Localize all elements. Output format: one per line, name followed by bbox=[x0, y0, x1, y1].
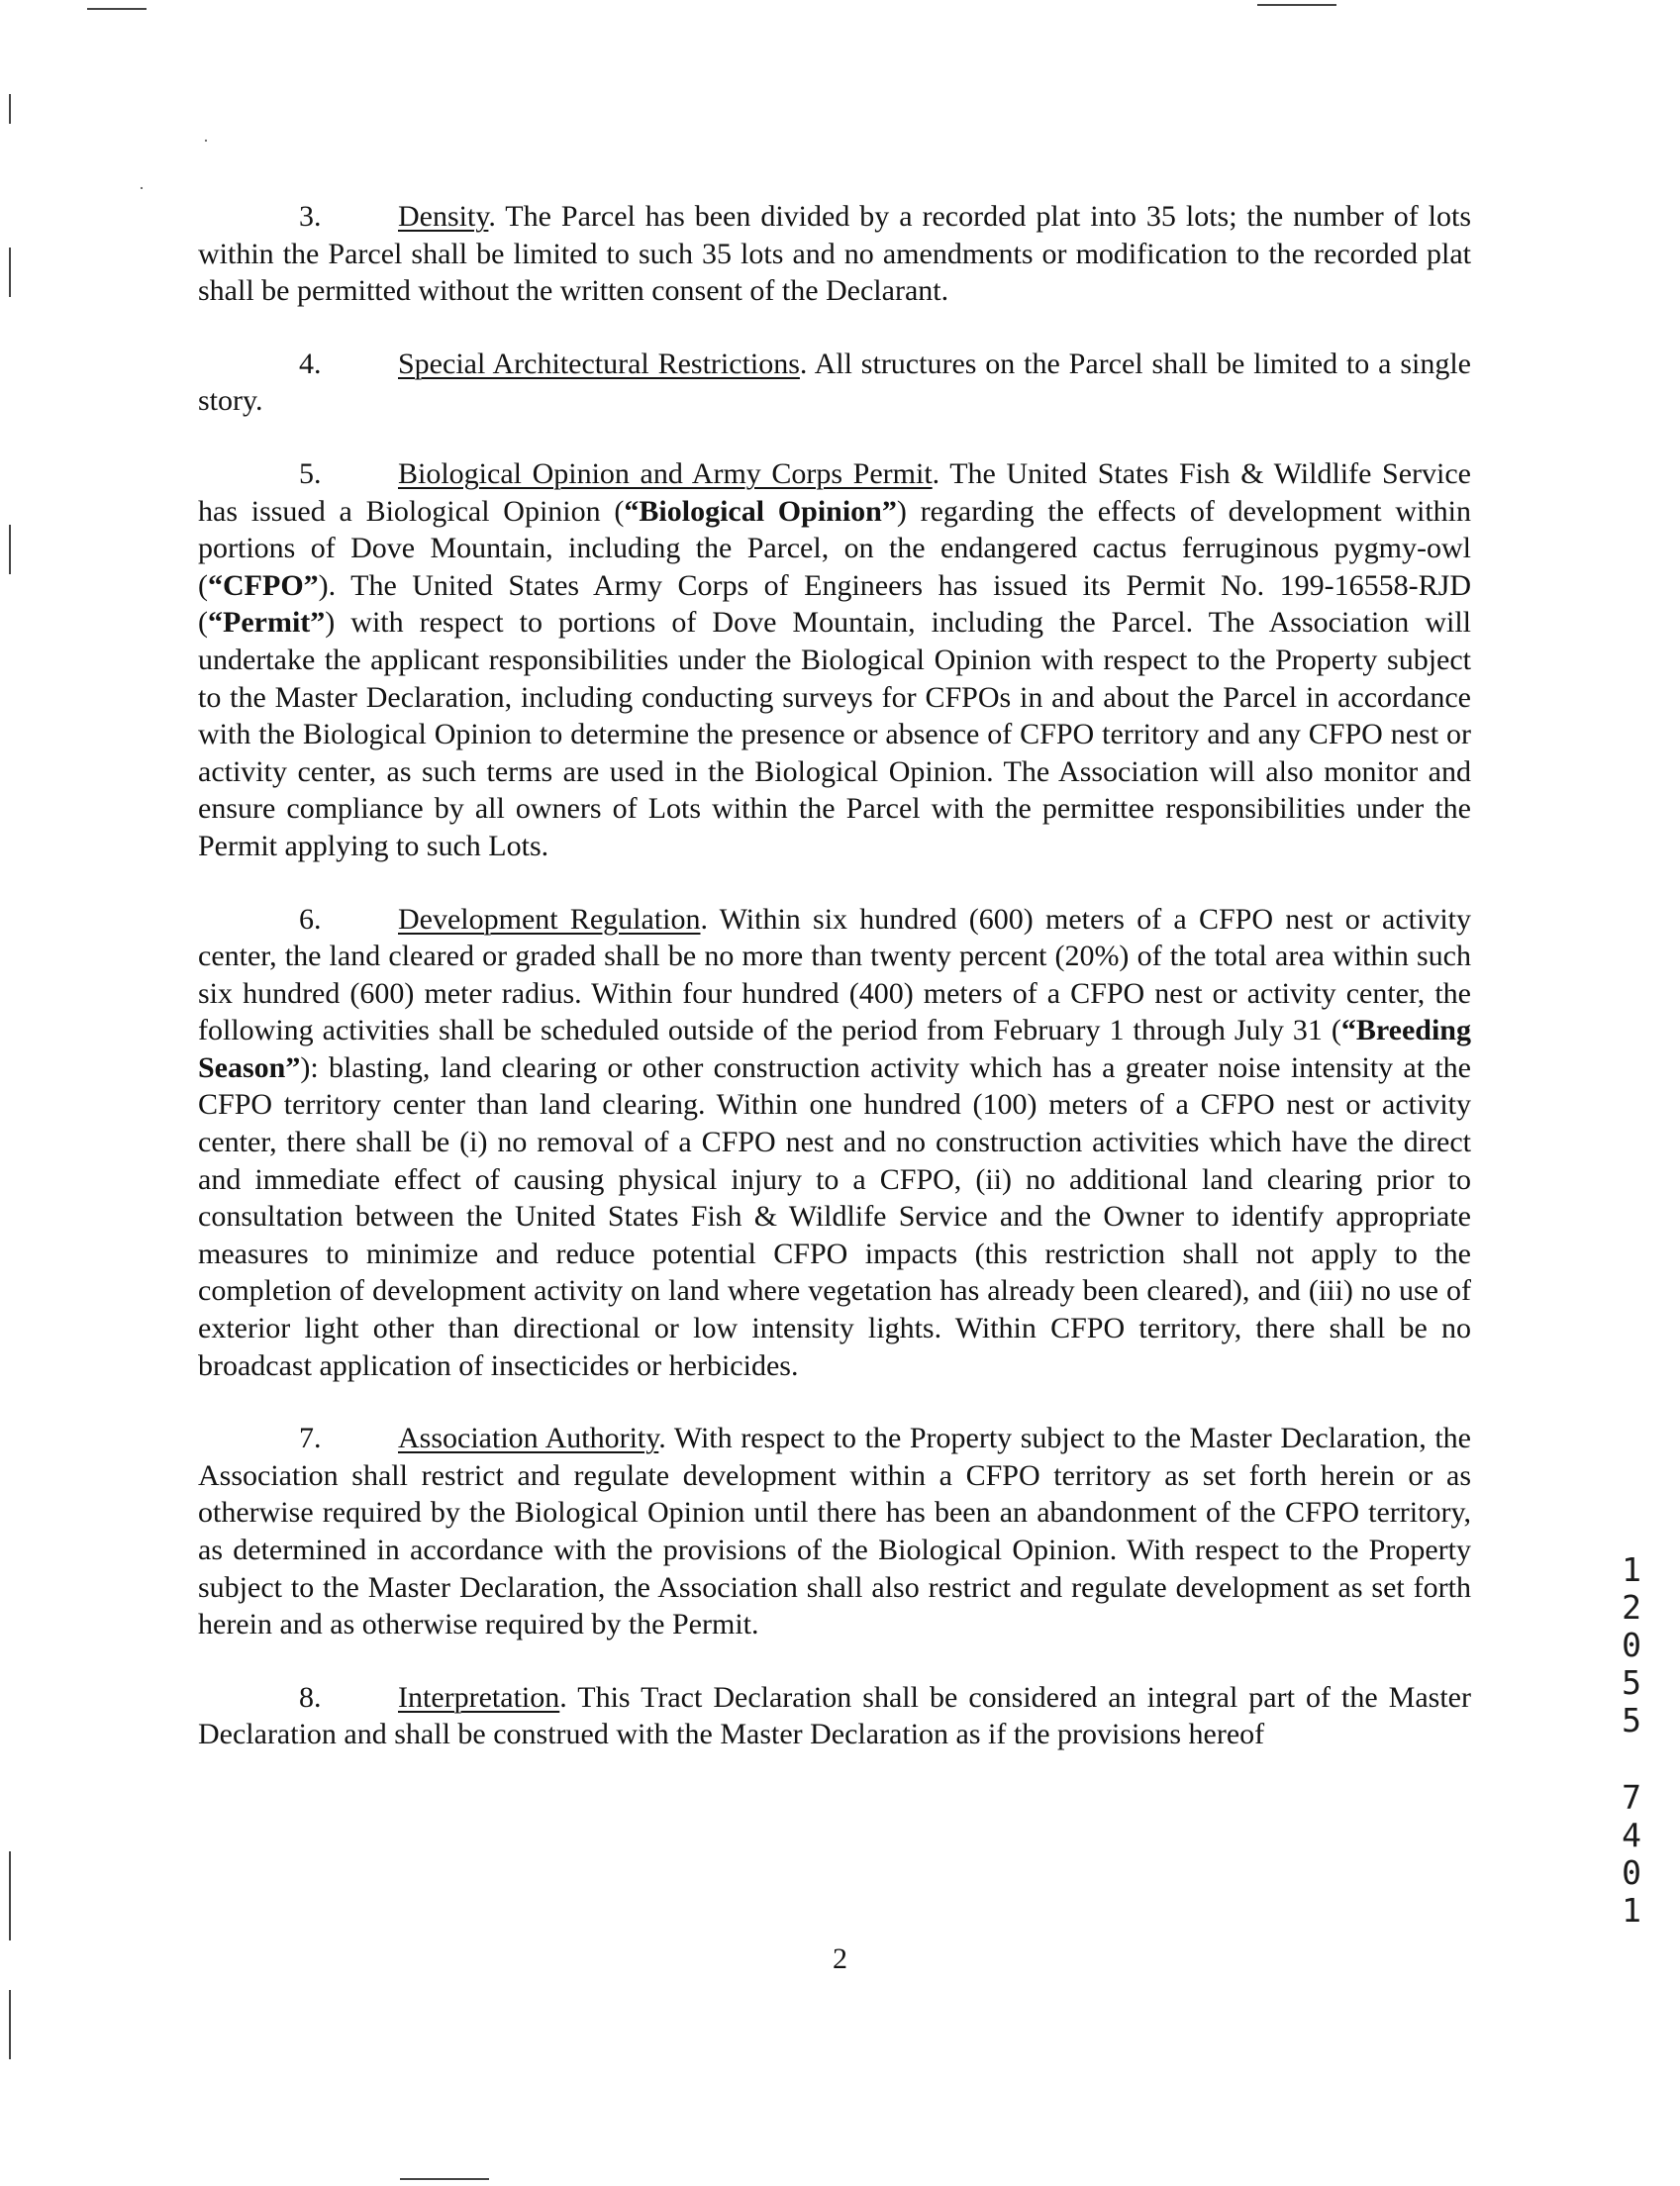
stamp-gap bbox=[1612, 1739, 1651, 1779]
stamp-digit: 0 bbox=[1622, 1626, 1641, 1664]
scan-mark-left-3 bbox=[9, 525, 11, 574]
scan-mark-left-2 bbox=[9, 248, 11, 297]
scan-mark-left-4 bbox=[9, 1851, 11, 1940]
section-8 bbox=[198, 1679, 1471, 1753]
section-4 bbox=[198, 346, 1471, 420]
scan-speck-1: · bbox=[203, 131, 209, 150]
section-heading: Biological Opinion and Army Corps Permit bbox=[398, 456, 933, 490]
section-number: 7. bbox=[299, 1422, 322, 1455]
section-number: 8. bbox=[299, 1680, 322, 1714]
section-number: 4. bbox=[299, 347, 322, 380]
stamp-digit: 1 bbox=[1622, 1891, 1641, 1930]
stamp-digit: 2 bbox=[1622, 1588, 1641, 1627]
scan-mark-bottom bbox=[400, 2178, 489, 2180]
section-heading: Interpretation bbox=[398, 1680, 560, 1714]
page-number: 2 bbox=[833, 1942, 847, 1975]
section-body: . The Parcel has been divided by a recorded plat into 35 lots; the number of lots within the Parcel shall be limited to such 35 lots and no amendments or modification to the recorded plat shall be permitted without the written consent of the Declarant. bbox=[198, 200, 1471, 308]
section-body: ) with respect to portions of Dove Mountain, including the Parcel. The Association will undertake the applicant responsibilities under the Biological Opinion with respect to the Property subject to the Master Declaration, including conducting surveys for CFPOs in and about the Parcel in accordance with the Biological Opinion to determine the presence or absence of CFPO territory and any CFPO nest or activity center, as such terms are used in the Biological Opinion. The Association will also monitor and ensure compliance by all owners of Lots within the Parcel with the permittee responsibilities under the Permit applying to such Lots. bbox=[198, 606, 1471, 862]
stamp-digit: 1 bbox=[1622, 1550, 1641, 1589]
section-heading: Development Regulation bbox=[398, 902, 701, 936]
section-number: 5. bbox=[299, 456, 322, 490]
section-body: . Within six hundred (600) meters of a CFPO nest or activity center, the land cleared or graded shall be no more than twenty percent (20%) of the total area within such six hundred (600) meter radius. Within four hundred (400) meters of a CFPO nest or activity center, the following activities shall be scheduled outside of the period from February 1 through July 31 ( bbox=[198, 902, 1471, 1047]
section-body: ): blasting, land clearing or other construction activity which has a greater noise intensity at the CFPO territory center than land clearing. Within one hundred (100) meters of a CFPO nest or activity center, there shall be (i) no removal of a CFPO nest and no construction activities which have the direct and immediate effect of causing physical injury to a CFPO, (ii) no additional land clearing prior to consultation between the United States Fish & Wildlife Service and the Owner to identify appropriate measures to minimize and reduce potential CFPO impacts (this restriction shall not apply to the completion of development activity on land where vegetation has already been cleared), and (iii) no use of exterior light other than directional or low intensity lights. Within CFPO territory, there shall be no broadcast application of insecticides or herbicides. bbox=[198, 1050, 1471, 1382]
document-body bbox=[198, 198, 1471, 1789]
scan-mark-top-right bbox=[1257, 4, 1336, 6]
section-body: . With respect to the Property subject to the Master Declaration, the Association shall restrict and regulate development within a CFPO territory as set forth herein or as otherwise required by the Biological Opinion until there has been an abandonment of the CFPO territory, as determined in accordance with the provisions of the Biological Opinion. With respect to the Property subject to the Master Declaration, the Association shall also restrict and regulate development as set forth herein and as otherwise required by the Permit. bbox=[198, 1422, 1471, 1641]
defined-term: “Biological Opinion” bbox=[624, 494, 897, 528]
section-number: 6. bbox=[299, 902, 322, 936]
section-7 bbox=[198, 1420, 1471, 1643]
section-3 bbox=[198, 198, 1471, 310]
stamp-digit: 4 bbox=[1622, 1816, 1641, 1854]
section-6 bbox=[198, 901, 1471, 1385]
section-heading: Special Architectural Restrictions bbox=[398, 347, 800, 380]
section-body: . All structures on the Parcel shall be limited to a single story. bbox=[198, 347, 1471, 418]
scan-mark-top-left bbox=[87, 8, 147, 10]
stamp-digit: 7 bbox=[1622, 1778, 1641, 1817]
recording-stamp bbox=[1612, 1551, 1651, 1930]
section-body: . This Tract Declaration shall be considered an integral part of the Master Declaration and shall be construed with the Master Declaration as if the provisions hereof bbox=[198, 1680, 1471, 1751]
stamp-digit: 0 bbox=[1622, 1853, 1641, 1892]
defined-term: “CFPO” bbox=[208, 568, 319, 602]
section-heading: Density bbox=[398, 200, 489, 233]
section-5 bbox=[198, 455, 1471, 865]
section-heading: Association Authority bbox=[398, 1422, 659, 1455]
scan-speck-2: · bbox=[139, 178, 145, 198]
scan-mark-left-5 bbox=[9, 1990, 11, 2059]
section-body: . The United States Fish & Wildlife Service has issued a Biological Opinion ( bbox=[198, 456, 1471, 528]
defined-term: “Breeding Season” bbox=[198, 1014, 1471, 1084]
section-body: ). The United States Army Corps of Engineers has issued its Permit No. 199-16558-RJD ( bbox=[198, 568, 1471, 640]
stamp-digit: 5 bbox=[1622, 1701, 1641, 1739]
scan-mark-left-1 bbox=[9, 94, 11, 124]
section-body: ) regarding the effects of development within portions of Dove Mountain, including the Parcel, on the endangered cactus ferruginous pygmy-owl ( bbox=[198, 494, 1471, 602]
stamp-digit: 5 bbox=[1622, 1663, 1641, 1702]
defined-term: “Permit” bbox=[208, 606, 326, 640]
section-number: 3. bbox=[299, 200, 322, 233]
